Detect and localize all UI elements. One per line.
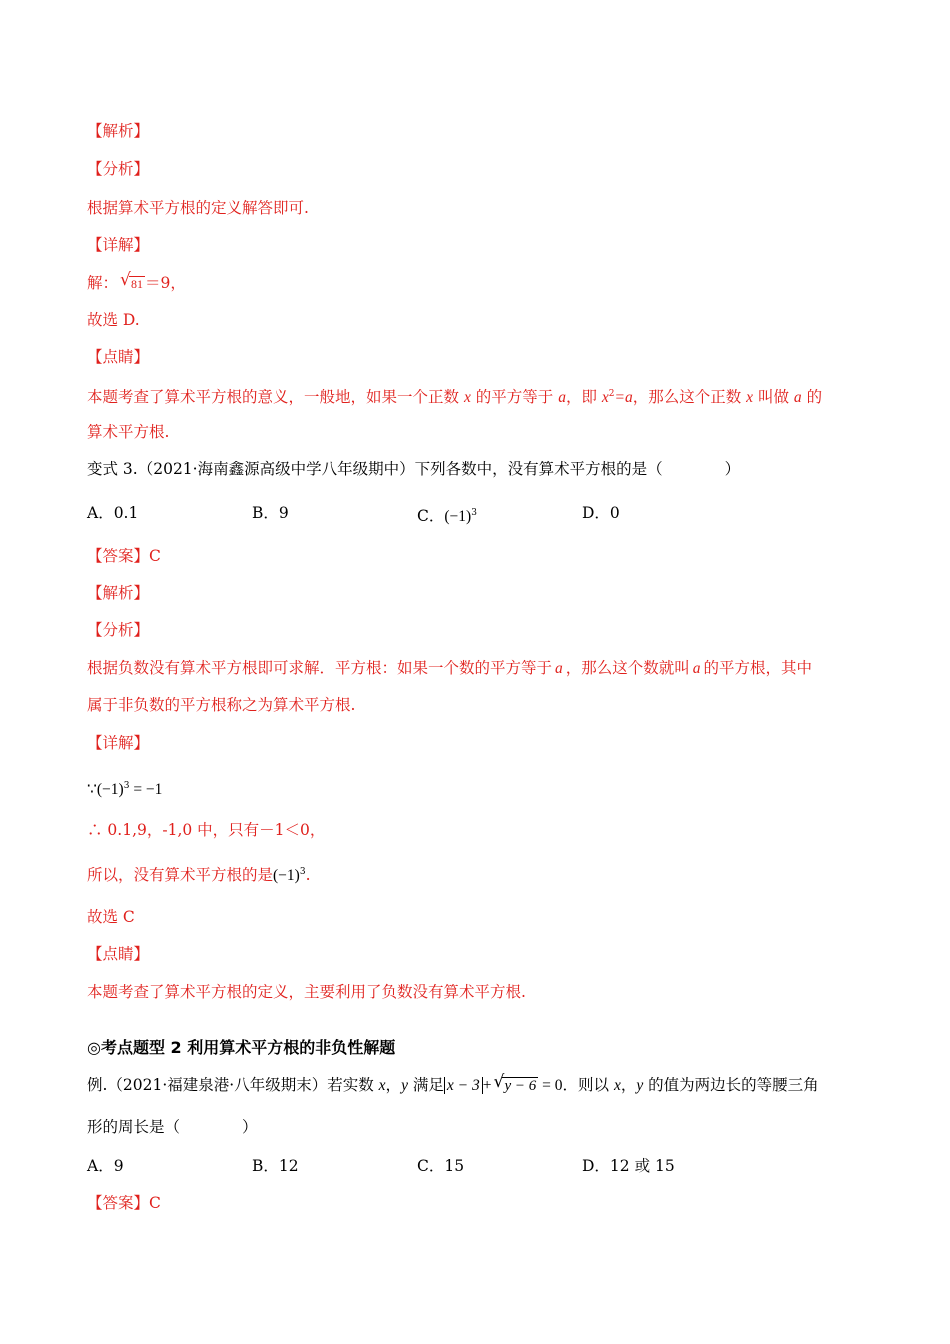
- q3-so-line: [87, 862, 311, 886]
- q3-fenxi-line1: [87, 658, 812, 679]
- q3-option-d: D．0: [582, 504, 620, 522]
- solution-suffix: ＝9，: [145, 274, 186, 292]
- equals-zero: = 0: [538, 1077, 563, 1094]
- q3-option-b: B．9: [252, 504, 289, 522]
- text-seg: 的值为两边长的等腰三角: [643, 1076, 819, 1094]
- solution-line: [87, 270, 186, 294]
- example-option-b: B．12: [252, 1157, 299, 1175]
- q3-dianjing-text: 本题考查了算术平方根的定义，主要利用了负数没有算术平方根.: [87, 983, 526, 1001]
- var-x: x: [601, 389, 609, 406]
- fenxi-text: 根据算术平方根的定义解答即可.: [87, 199, 309, 217]
- q3-because-line: [87, 776, 162, 800]
- example-option-a: A．9: [87, 1157, 124, 1175]
- text-seg: 根据负数没有算术平方根即可求解．平方根：如果一个数的平方等于: [87, 659, 553, 677]
- sqrt-expression: √ y − 6: [493, 1072, 537, 1094]
- text-seg: 的: [801, 388, 823, 406]
- var-a: a: [793, 389, 802, 406]
- q3-stem: 变式 3.（2021·海南鑫源高级中学八年级期中）下列各数中，没有算术平方根的是（ ）: [87, 460, 741, 478]
- text-seg: .: [305, 866, 311, 884]
- section-heading: ◎考点题型 2 利用算术平方根的非负性解题: [87, 1038, 396, 1057]
- text-seg: ，: [620, 1076, 637, 1094]
- q3-xiangjie-label: 【详解】: [87, 734, 150, 752]
- q3-choose-c: 故选 C: [87, 908, 135, 926]
- var-a: a: [555, 660, 563, 677]
- q3-fenxi-line2: 属于非负数的平方根称之为算术平方根.: [87, 696, 356, 714]
- sqrt-radicand: y − 6: [504, 1078, 537, 1094]
- text-seg: 本题考查了算术平方根的意义，一般地，如果一个正数: [87, 388, 464, 406]
- text-seg: ，: [385, 1076, 402, 1094]
- text-seg: 的平方根，其中: [703, 659, 813, 677]
- exponent: 3: [123, 781, 130, 791]
- q3-option-c: [417, 503, 477, 527]
- q3-jiexi-label: 【解析】: [87, 584, 150, 602]
- example-option-c: C．15: [417, 1157, 465, 1175]
- choose-d: 故选 D.: [87, 311, 140, 329]
- text-seg: ，那么这个数就叫: [565, 659, 690, 677]
- var-x: x: [378, 1077, 386, 1094]
- var-a: a: [558, 389, 566, 406]
- var-x: x: [746, 389, 754, 406]
- text-seg: 叫做: [753, 388, 794, 406]
- dianjing-label: 【点睛】: [87, 348, 150, 366]
- var-a: a: [692, 660, 701, 677]
- text-seg: ，那么这个正数: [632, 388, 747, 406]
- text-seg: 满足: [407, 1076, 444, 1094]
- exponent: 3: [471, 508, 477, 518]
- q3-therefore-line: ∴ 0.1,9，-1,0 中，只有－1＜0，: [87, 821, 326, 839]
- xiangjie-label: 【详解】: [87, 236, 150, 254]
- expr-base: (−1): [444, 508, 472, 525]
- var-y: y: [636, 1077, 644, 1094]
- plus-sign: +: [482, 1077, 492, 1094]
- solution-prefix: 解：: [87, 274, 119, 292]
- exponent: 2: [608, 389, 615, 399]
- sqrt-radicand: 81: [131, 277, 144, 291]
- text-seg: ，即: [565, 388, 602, 406]
- example-stem-line2: 形的周长是（ ）: [87, 1118, 258, 1136]
- example-answer: 【答案】C: [87, 1194, 161, 1212]
- option-label: C．: [417, 507, 445, 525]
- example-option-d: D．12 或 15: [582, 1157, 675, 1175]
- dianjing-line1: [87, 384, 822, 408]
- text-seg: 例.（2021·福建泉港·八年级期末）若实数: [87, 1076, 379, 1094]
- text-seg: 的平方等于: [470, 388, 559, 406]
- because-symbol: ∵: [87, 780, 97, 798]
- exponent: 3: [299, 867, 306, 877]
- var-x: x: [613, 1077, 621, 1094]
- q3-answer: 【答案】C: [87, 547, 161, 565]
- text-seg: ．则以: [562, 1076, 614, 1094]
- expr-base: (−1): [96, 781, 124, 798]
- expr-rest: = −1: [129, 781, 163, 798]
- fenxi-label: 【分析】: [87, 160, 150, 178]
- var-x: x: [463, 389, 471, 406]
- example-stem-line1: [87, 1072, 819, 1096]
- dianjing-line2: 算术平方根.: [87, 423, 170, 441]
- q3-option-a: A．0.1: [87, 504, 139, 522]
- sqrt-81: √ 81: [120, 270, 144, 291]
- text-seg: 所以，没有算术平方根的是: [87, 866, 274, 884]
- expr-base: (−1): [273, 867, 300, 884]
- abs-expression: x − 3: [444, 1077, 483, 1094]
- q3-fenxi-label: 【分析】: [87, 621, 150, 639]
- var-y: y: [401, 1077, 408, 1094]
- jiexi-label: 【解析】: [87, 122, 150, 140]
- q3-dianjing-label: 【点睛】: [87, 945, 150, 963]
- equation-rest: =a: [614, 389, 633, 406]
